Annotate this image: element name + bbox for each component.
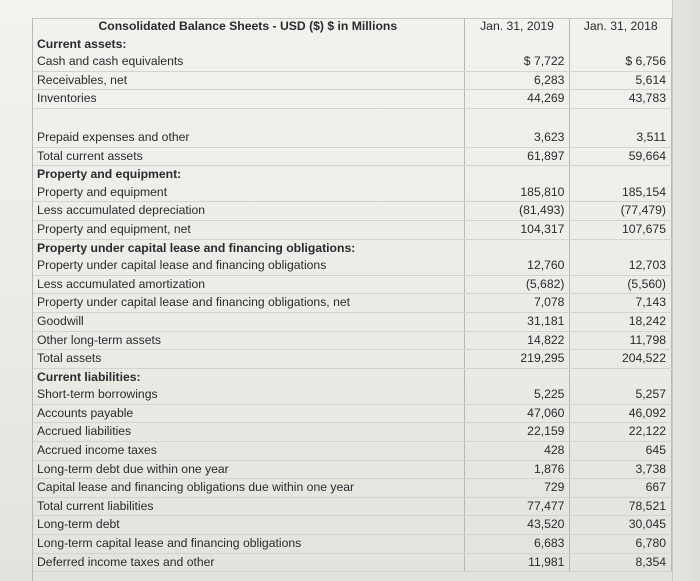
row-label: Property and equipment, net	[32, 220, 464, 239]
section-header-row	[32, 368, 672, 386]
value-2018: 12,703	[570, 257, 672, 275]
grid-line-top	[32, 18, 672, 19]
value-2018: 11,798	[570, 331, 672, 350]
value-2019: 428	[464, 442, 570, 461]
row-label: Property under capital lease and financing obligations, net	[32, 294, 464, 313]
table-row	[32, 202, 672, 221]
value-2018: (5,560)	[570, 275, 672, 294]
value-2018: 8,354	[570, 553, 672, 572]
row-label: Property under capital lease and financing obligations	[32, 257, 464, 275]
row-label: Accounts payable	[32, 404, 464, 423]
table-row	[32, 275, 672, 294]
table-row	[32, 553, 672, 572]
row-label: Cash and cash equivalents	[32, 53, 464, 71]
value-2018: 3,738	[570, 460, 672, 479]
value-2019: 7,078	[464, 294, 570, 313]
row-label: Inventories	[32, 90, 464, 109]
value-2019: $ 7,722	[464, 53, 570, 71]
value-2018: 30,045	[570, 516, 672, 535]
value-2019: 12,760	[464, 257, 570, 275]
value-2018	[570, 368, 672, 386]
value-2019: 14,822	[464, 331, 570, 350]
table-row	[32, 497, 672, 516]
table-row	[32, 53, 672, 71]
table-row	[32, 460, 672, 479]
row-label: Deferred income taxes and other	[32, 553, 464, 572]
row-label: Accrued income taxes	[32, 442, 464, 461]
grid-line-left	[32, 18, 33, 581]
table-row	[32, 257, 672, 275]
value-2018: 7,143	[570, 294, 672, 313]
sheet-right-margin	[672, 0, 700, 581]
row-label: Property and equipment	[32, 184, 464, 202]
value-2018: 22,122	[570, 423, 672, 442]
value-2019: 31,181	[464, 312, 570, 331]
value-2019	[464, 368, 570, 386]
row-label: Prepaid expenses and other	[32, 129, 464, 147]
section-header-row	[32, 239, 672, 257]
table-row	[32, 184, 672, 202]
table-title: Consolidated Balance Sheets - USD ($) $ in Millions	[32, 18, 464, 36]
table-row	[32, 90, 672, 109]
row-label: Total current liabilities	[32, 497, 464, 516]
value-2018	[570, 239, 672, 257]
row-label: Short-term borrowings	[32, 386, 464, 404]
value-2019: (81,493)	[464, 202, 570, 221]
table-row	[32, 147, 672, 166]
value-2018: 5,257	[570, 386, 672, 404]
value-2018: 204,522	[570, 350, 672, 369]
table-row	[32, 404, 672, 423]
value-2019: 104,317	[464, 220, 570, 239]
value-2019: 185,810	[464, 184, 570, 202]
value-2019: 6,683	[464, 535, 570, 554]
value-2019	[464, 166, 570, 184]
table-row	[32, 350, 672, 369]
row-label: Long-term capital lease and financing obligations	[32, 535, 464, 554]
table-row	[32, 129, 672, 147]
row-label: Accrued liabilities	[32, 423, 464, 442]
value-2018: 6,780	[570, 535, 672, 554]
value-2018: 43,783	[570, 90, 672, 109]
value-2019: 3,623	[464, 129, 570, 147]
row-label: Goodwill	[32, 312, 464, 331]
balance-sheet-table	[32, 18, 672, 572]
value-2018: 3,511	[570, 129, 672, 147]
row-label: Total current assets	[32, 147, 464, 166]
spacer-cell	[570, 108, 672, 129]
value-2018: 107,675	[570, 220, 672, 239]
row-label: Long-term debt due within one year	[32, 460, 464, 479]
spacer-cell	[32, 108, 464, 129]
value-2018: $ 6,756	[570, 53, 672, 71]
value-2018: 645	[570, 442, 672, 461]
value-2019	[464, 239, 570, 257]
table-row	[32, 220, 672, 239]
table-row	[32, 331, 672, 350]
row-label: Receivables, net	[32, 71, 464, 90]
table-row	[32, 423, 672, 442]
value-2019: 47,060	[464, 404, 570, 423]
value-2018: (77,479)	[570, 202, 672, 221]
table-row	[32, 516, 672, 535]
table-row	[32, 71, 672, 90]
value-2019: 43,520	[464, 516, 570, 535]
section-header-row	[32, 166, 672, 184]
value-2019: 77,477	[464, 497, 570, 516]
value-2019: 6,283	[464, 71, 570, 90]
table-row	[32, 312, 672, 331]
row-label: Less accumulated depreciation	[32, 202, 464, 221]
value-2019	[464, 36, 570, 54]
row-label: Property under capital lease and financing obligations:	[32, 239, 464, 257]
row-label: Capital lease and financing obligations due within one year	[32, 479, 464, 498]
value-2019: 219,295	[464, 350, 570, 369]
spacer-row	[32, 108, 672, 129]
value-2018: 59,664	[570, 147, 672, 166]
row-label: Total assets	[32, 350, 464, 369]
value-2019: 5,225	[464, 386, 570, 404]
table-row	[32, 535, 672, 554]
value-2018	[570, 166, 672, 184]
value-2018: 78,521	[570, 497, 672, 516]
value-2019: 1,876	[464, 460, 570, 479]
row-label: Less accumulated amortization	[32, 275, 464, 294]
section-header-row	[32, 36, 672, 54]
table-row	[32, 479, 672, 498]
value-2018	[570, 36, 672, 54]
table-row	[32, 386, 672, 404]
column-header-2019: Jan. 31, 2019	[464, 18, 570, 36]
value-2018: 185,154	[570, 184, 672, 202]
row-label: Current liabilities:	[32, 368, 464, 386]
value-2019: 11,981	[464, 553, 570, 572]
value-2019: (5,682)	[464, 275, 570, 294]
value-2019: 61,897	[464, 147, 570, 166]
value-2018: 18,242	[570, 312, 672, 331]
table-row	[32, 294, 672, 313]
value-2018: 667	[570, 479, 672, 498]
column-header-2018: Jan. 31, 2018	[570, 18, 672, 36]
value-2019: 729	[464, 479, 570, 498]
header-row	[32, 18, 672, 36]
value-2018: 46,092	[570, 404, 672, 423]
row-label: Long-term debt	[32, 516, 464, 535]
value-2019: 22,159	[464, 423, 570, 442]
row-label: Current assets:	[32, 36, 464, 54]
row-label: Property and equipment:	[32, 166, 464, 184]
value-2019: 44,269	[464, 90, 570, 109]
row-label: Other long-term assets	[32, 331, 464, 350]
table-body	[32, 36, 672, 572]
table-row	[32, 442, 672, 461]
value-2018: 5,614	[570, 71, 672, 90]
spacer-cell	[464, 108, 570, 129]
